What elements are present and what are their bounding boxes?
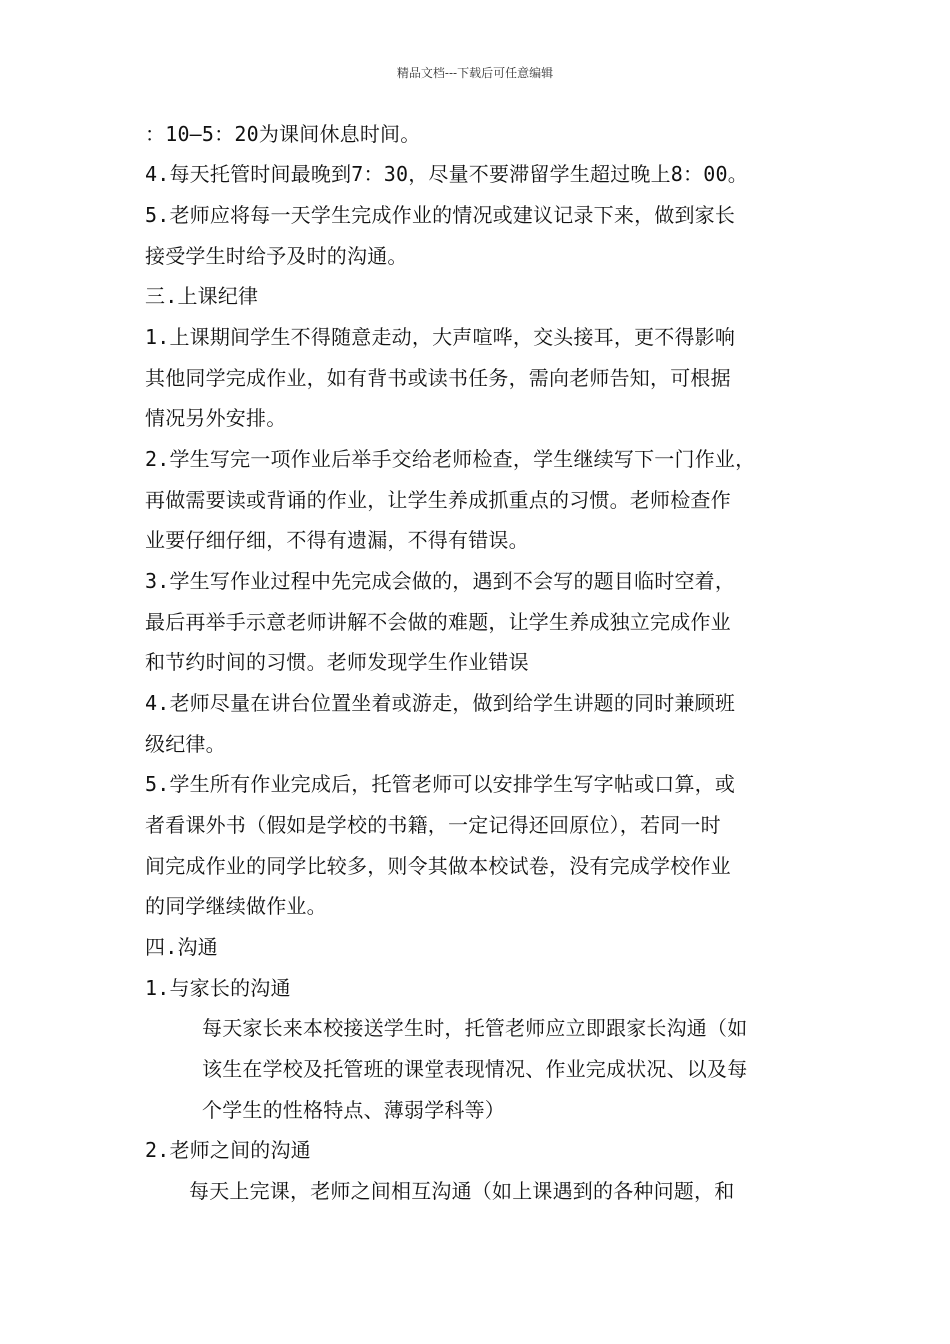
text-line: 每天家长来本校接送学生时，托管老师应立即跟家长沟通（如 — [202, 1016, 748, 1040]
section-heading: 三.上课纪律 — [145, 284, 259, 308]
section-heading: 四.沟通 — [145, 935, 218, 959]
text-line: 1.上课期间学生不得随意走动，大声喧哗，交头接耳，更不得影响 — [145, 325, 736, 349]
text-line: 其他同学完成作业，如有背书或读书任务，需向老师告知，可根据 — [145, 366, 731, 390]
text-line: 每天上完课，老师之间相互沟通（如上课遇到的各种问题，和 — [189, 1179, 735, 1203]
text-line: 4.老师尽量在讲台位置坐着或游走，做到给学生讲题的同时兼顾班 — [145, 691, 736, 715]
text-line: 间完成作业的同学比较多，则令其做本校试卷，没有完成学校作业 — [145, 854, 731, 878]
text-line: 最后再举手示意老师讲解不会做的难题，让学生养成独立完成作业 — [145, 610, 731, 634]
text-line: 5.老师应将每一天学生完成作业的情况或建议记录下来，做到家长 — [145, 203, 736, 227]
text-line: 5.学生所有作业完成后，托管老师可以安排学生写字帖或口算，或 — [145, 772, 736, 796]
text-line: 个学生的性格特点、薄弱学科等） — [202, 1098, 505, 1122]
text-line: 再做需要读或背诵的作业，让学生养成抓重点的习惯。老师检查作 — [145, 488, 731, 512]
subsection-heading: 1.与家长的沟通 — [145, 976, 291, 1000]
text-line: 级纪律。 — [145, 732, 226, 756]
text-line: 3.学生写作业过程中先完成会做的，遇到不会写的题目临时空着， — [145, 569, 736, 593]
text-line: 情况另外安排。 — [145, 406, 287, 430]
text-line: 该生在学校及托管班的课堂表现情况、作业完成状况、以及每 — [202, 1057, 748, 1081]
subsection-heading: 2.老师之间的沟通 — [145, 1138, 311, 1162]
text-line: 的同学继续做作业。 — [145, 894, 327, 918]
text-line: 2.学生写完一项作业后举手交给老师检查，学生继续写下一门作业， — [145, 447, 756, 471]
text-line: 接受学生时给予及时的沟通。 — [145, 244, 408, 268]
page-header: 精品文档---下载后可任意编辑 — [396, 66, 554, 80]
text-line: 和节约时间的习惯。老师发现学生作业错误 — [145, 650, 529, 674]
text-line: 者看课外书（假如是学校的书籍，一定记得还回原位），若同一时 — [145, 813, 721, 837]
text-line: ：10—5：20为课间休息时间。 — [145, 122, 421, 146]
text-line: 业要仔细仔细，不得有遗漏，不得有错误。 — [145, 528, 529, 552]
text-line: 4.每天托管时间最晚到7：30，尽量不要滞留学生超过晚上8：00。 — [145, 162, 748, 186]
